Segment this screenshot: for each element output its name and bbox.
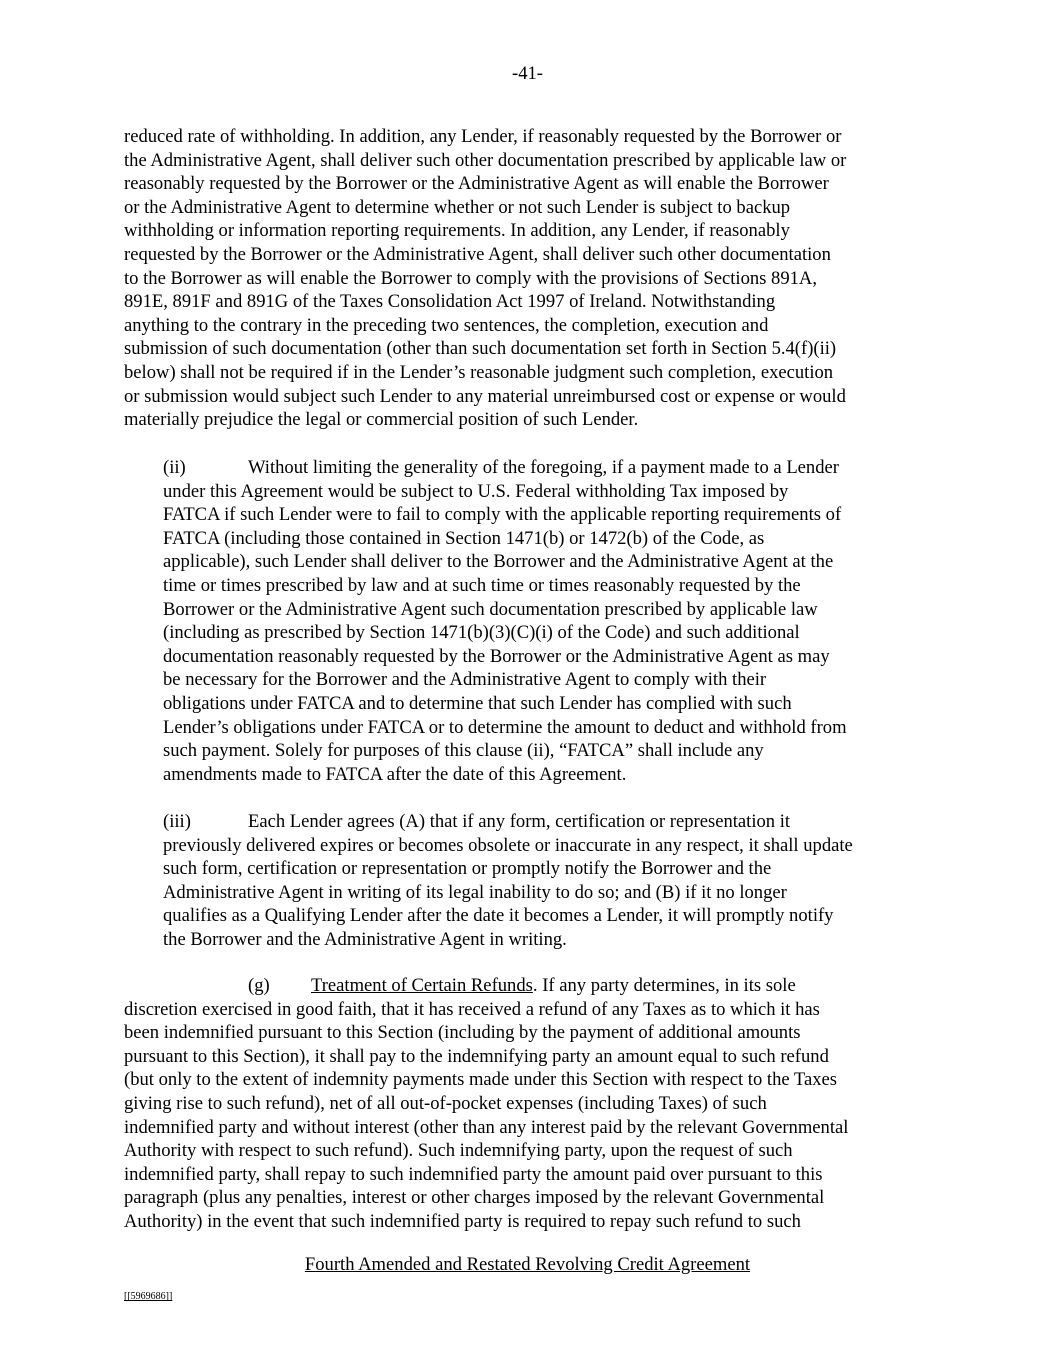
paragraph-line: to the Borrower as will enable the Borrower to comply with the provisions of Sections 891A,: [124, 267, 818, 289]
clause-g-line: pursuant to this Section), it shall pay to the indemnifying party an amount equal to such refund: [124, 1045, 829, 1067]
clause-ii-line: (including as prescribed by Section 1471(b)(3)(C)(i) of the Code) and such additional: [163, 622, 800, 644]
clause-ii-line: Lender’s obligations under FATCA or to determine the amount to deduct and withhold from: [163, 716, 847, 738]
clause-g-first-line-rest: . If any party determines, in its sole: [532, 975, 796, 996]
clause-iii-line: such form, certification or representation or promptly notify the Borrower and the: [163, 858, 772, 880]
paragraph-line: 891E, 891F and 891G of the Taxes Consolidation Act 1997 of Ireland. Notwithstanding: [124, 291, 776, 313]
clause-g-line: paragraph (plus any penalties, interest or other charges imposed by the relevant Governmental: [124, 1187, 825, 1209]
clause-iii-line: the Borrower and the Administrative Agent in writing.: [163, 929, 567, 950]
clause-g-line: indemnified party and without interest (other than any interest paid by the relevant Governmental: [124, 1116, 849, 1138]
clause-ii-line: applicable), such Lender shall deliver to the Borrower and the Administrative Agent at the: [163, 551, 834, 573]
paragraph-line: submission of such documentation (other than such documentation set forth in Section 5.4(f)(ii): [124, 338, 837, 360]
paragraph-line: requested by the Borrower or the Administrative Agent, shall deliver such other documentation: [124, 244, 831, 265]
clause-g-line: been indemnified pursuant to this Section (including by the payment of additional amounts: [124, 1022, 801, 1044]
clause-iii-line: Administrative Agent in writing of its legal inability to do so; and (B) if it no longer: [163, 881, 787, 903]
clause-g-line: discretion exercised in good faith, that it has received a refund of any Taxes as to which it has: [124, 998, 820, 1020]
footer-doc-id: [[5969686]]: [124, 1291, 173, 1302]
clause-ii-line: Without limiting the generality of the foregoing, if a payment made to a Lender: [248, 457, 839, 478]
clause-g-line: Authority) in the event that such indemnified party is required to repay such refund to such: [124, 1211, 801, 1232]
clause-g-label: (g): [248, 975, 270, 996]
clause-ii-line: under this Agreement would be subject to U.S. Federal withholding Tax imposed by: [163, 480, 789, 502]
clause-ii-line: FATCA (including those contained in Section 1471(b) or 1472(b) of the Code, as: [163, 527, 765, 549]
clause-ii-line: amendments made to FATCA after the date of this Agreement.: [163, 763, 627, 785]
clause-iii-line: Each Lender agrees (A) that if any form, certification or representation it: [248, 811, 791, 832]
clause-g-first-line: [311, 974, 796, 998]
clause-iii-line: qualifies as a Qualifying Lender after the date it becomes a Lender, it will promptly notify: [163, 905, 834, 927]
paragraph-line: withholding or information reporting requirements. In addition, any Lender, if reasonably: [124, 220, 790, 242]
clause-ii-line: documentation reasonably requested by the Borrower or the Administrative Agent as may: [163, 645, 830, 667]
paragraph-line: or submission would subject such Lender to any material unreimbursed cost or expense or would: [124, 385, 846, 407]
paragraph-line: reasonably requested by the Borrower or the Administrative Agent as will enable the Borrower: [124, 173, 829, 195]
clause-g-line: giving rise to such refund), net of all out-of-pocket expenses (including Taxes) of such: [124, 1093, 767, 1114]
paragraph-line: or the Administrative Agent to determine whether or not such Lender is subject to backup: [124, 196, 791, 218]
paragraph-line: below) shall not be required if in the Lender’s reasonable judgment such completion, execution: [124, 362, 834, 383]
clause-ii-line: FATCA if such Lender were to fail to comply with the applicable reporting requirements of: [163, 504, 842, 526]
clause-g-heading: Treatment of Certain Refunds: [311, 975, 533, 996]
clause-ii-label: (ii): [163, 457, 186, 478]
page-number: -41-: [512, 63, 543, 84]
clause-ii-line: time or times prescribed by law and at such time or times reasonably requested by the: [163, 575, 801, 596]
paragraph-line: materially prejudice the legal or commercial position of such Lender.: [124, 409, 639, 431]
clause-iii-line: previously delivered expires or becomes obsolete or inaccurate in any respect, it shall update: [163, 834, 853, 856]
clause-ii-line: Borrower or the Administrative Agent such documentation prescribed by applicable law: [163, 598, 818, 620]
clause-ii-line: obligations under FATCA and to determine that such Lender has complied with such: [163, 693, 792, 714]
clause-g-line: indemnified party, shall repay to such indemnified party the amount paid over pursuant to this: [124, 1163, 823, 1185]
paragraph-line: the Administrative Agent, shall deliver such other documentation prescribed by applicable law or: [124, 149, 847, 171]
clause-g-line: (but only to the extent of indemnity payments made under this Section with respect to the Taxes: [124, 1069, 838, 1091]
clause-iii-label: (iii): [163, 811, 191, 832]
clause-g-line: Authority with respect to such refund). Such indemnifying party, upon the request of such: [124, 1140, 793, 1162]
paragraph-line: reduced rate of withholding. In addition, any Lender, if reasonably requested by the Borrower or: [124, 126, 842, 147]
paragraph-line: anything to the contrary in the preceding two sentences, the completion, execution and: [124, 314, 769, 336]
clause-ii-line: such payment. Solely for purposes of this clause (ii), “FATCA” shall include any: [163, 740, 764, 762]
footer-title: Fourth Amended and Restated Revolving Credit Agreement: [304, 1254, 751, 1275]
clause-ii-line: be necessary for the Borrower and the Administrative Agent to comply with their: [163, 669, 767, 691]
